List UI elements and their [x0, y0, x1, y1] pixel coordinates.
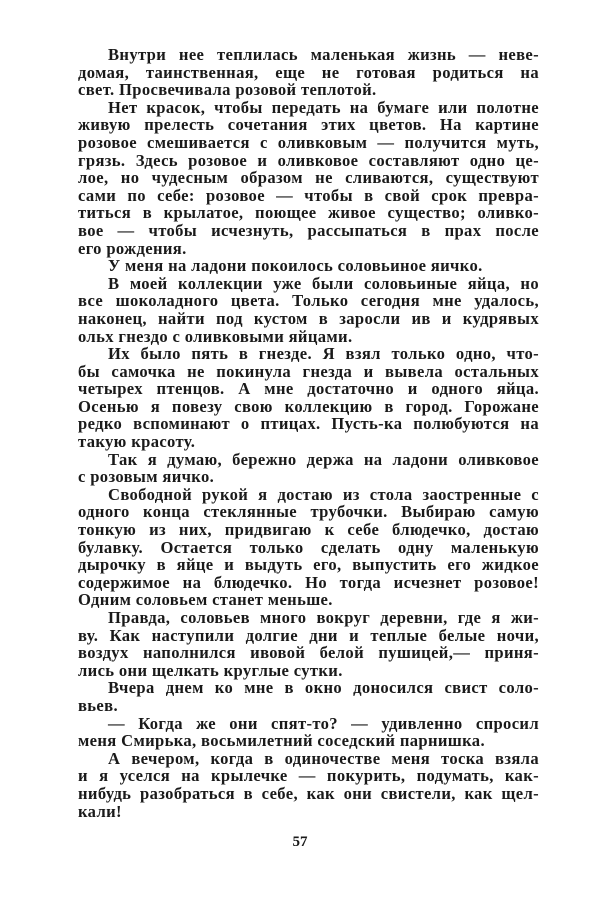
- text-line: и я уселся на крылечке — покурить, подумать, как-: [78, 766, 539, 786]
- paragraph: [78, 257, 539, 275]
- text-line: домая, таинственная, еще не готовая родиться на: [78, 62, 539, 82]
- text-line: меня Смирька, восьмилетний соседский парнишка.: [78, 731, 485, 751]
- text-line: вое — чтобы исчезнуть, рассыпаться в прах после: [78, 220, 539, 240]
- text-line: булавку. Остается только сделать одну маленькую: [78, 537, 539, 557]
- paragraph: [78, 451, 539, 486]
- paragraph: [78, 750, 539, 820]
- paragraph: [78, 679, 539, 714]
- text-line: Нет красок, чтобы передать на бумаге или полотне: [108, 97, 539, 117]
- text-line: воздух наполнился ивовой белой пушицей,— приня-: [78, 643, 539, 663]
- text-line: содержимое на блюдечко. Но тогда исчезнет розовое!: [78, 572, 539, 592]
- text-line: ву. Как наступили долгие дни и теплые белые ночи,: [78, 625, 539, 645]
- text-line: одного конца стеклянные трубочки. Выбираю самую: [78, 502, 539, 522]
- text-line: титься в крылатое, поющее живое существо; оливко-: [78, 203, 539, 223]
- paragraph: [78, 715, 539, 750]
- text-line: Одним соловьем станет меньше.: [78, 590, 333, 610]
- text-line: Так я думаю, бережно держа на ладони оливковое: [108, 449, 539, 469]
- text-line: У меня на ладони покоилось соловьиное яичко.: [108, 256, 483, 276]
- text-line: нибудь разобраться в себе, как они свистели, как щел-: [78, 783, 539, 803]
- text-line: грязь. Здесь розовое и оливковое составляют одно це-: [78, 150, 539, 170]
- text-line: Правда, соловьев много вокруг деревни, где я жи-: [108, 608, 539, 627]
- text-line: вьев.: [78, 695, 118, 715]
- text-line: — Когда же они спят-то? — удивленно спросил: [108, 713, 539, 733]
- text-line: ольх гнездо с оливковыми яйцами.: [78, 326, 353, 346]
- text-line: живую прелесть сочетания этих цветов. На картине: [78, 115, 539, 135]
- text-line: Их было пять в гнезде. Я взял только одно, что-: [108, 344, 539, 364]
- text-line: с розовым яичко.: [78, 467, 215, 487]
- text-line: сами по себе: розовое — чтобы в свой срок превра-: [78, 185, 539, 205]
- text-line: Осенью я повезу свою коллекцию в город. Горожане: [78, 396, 539, 416]
- text-line: наконец, найти под кустом в заросли ив и кудрявых: [78, 308, 539, 328]
- paragraph: [78, 345, 539, 451]
- text-line: такую красоту.: [78, 432, 196, 452]
- text-line: все шоколадного цвета. Только сегодня мне удалось,: [78, 291, 539, 311]
- text-line: лись они щелкать круглые сутки.: [78, 660, 343, 680]
- text-line: Свободной рукой я достаю из стола заостренные с: [108, 484, 539, 504]
- text-line: розовое смешивается с оливковым — получится муть,: [78, 132, 539, 152]
- text-line: четырех птенцов. А мне достаточно и одного яйца.: [78, 379, 539, 399]
- text-line: тонкую из них, придвигаю к себе блюдечко, достаю: [78, 520, 539, 540]
- paragraph: [78, 275, 539, 345]
- text-line: Вчера днем ко мне в окно доносился свист соло-: [108, 678, 539, 698]
- text-line: кали!: [78, 801, 122, 821]
- page-body-text: [78, 46, 539, 820]
- text-line: лое, но чудесным образом не сливаются, существуют: [78, 168, 539, 188]
- text-line: дырочку в яйце и выдуть его, выпустить его жидкое: [78, 555, 539, 575]
- text-line: А вечером, когда в одиночестве меня тоска взяла: [108, 748, 539, 768]
- paragraph: [78, 99, 539, 257]
- paragraph: [78, 486, 539, 609]
- text-line: Внутри нее теплилась маленькая жизнь — неве-: [108, 45, 539, 64]
- text-line: его рождения.: [78, 238, 187, 258]
- text-line: редко вспоминают о птицах. Пусть-ка полюбуются на: [78, 414, 539, 434]
- page-number: 57: [292, 834, 308, 850]
- text-line: В моей коллекции уже были соловьиные яйца, но: [108, 273, 539, 293]
- text-line: бы самочка не покинула гнезда и вывела остальных: [78, 361, 539, 381]
- paragraph: [78, 46, 539, 99]
- text-line: свет. Просвечивала розовой теплотой.: [78, 80, 377, 100]
- paragraph: [78, 609, 539, 679]
